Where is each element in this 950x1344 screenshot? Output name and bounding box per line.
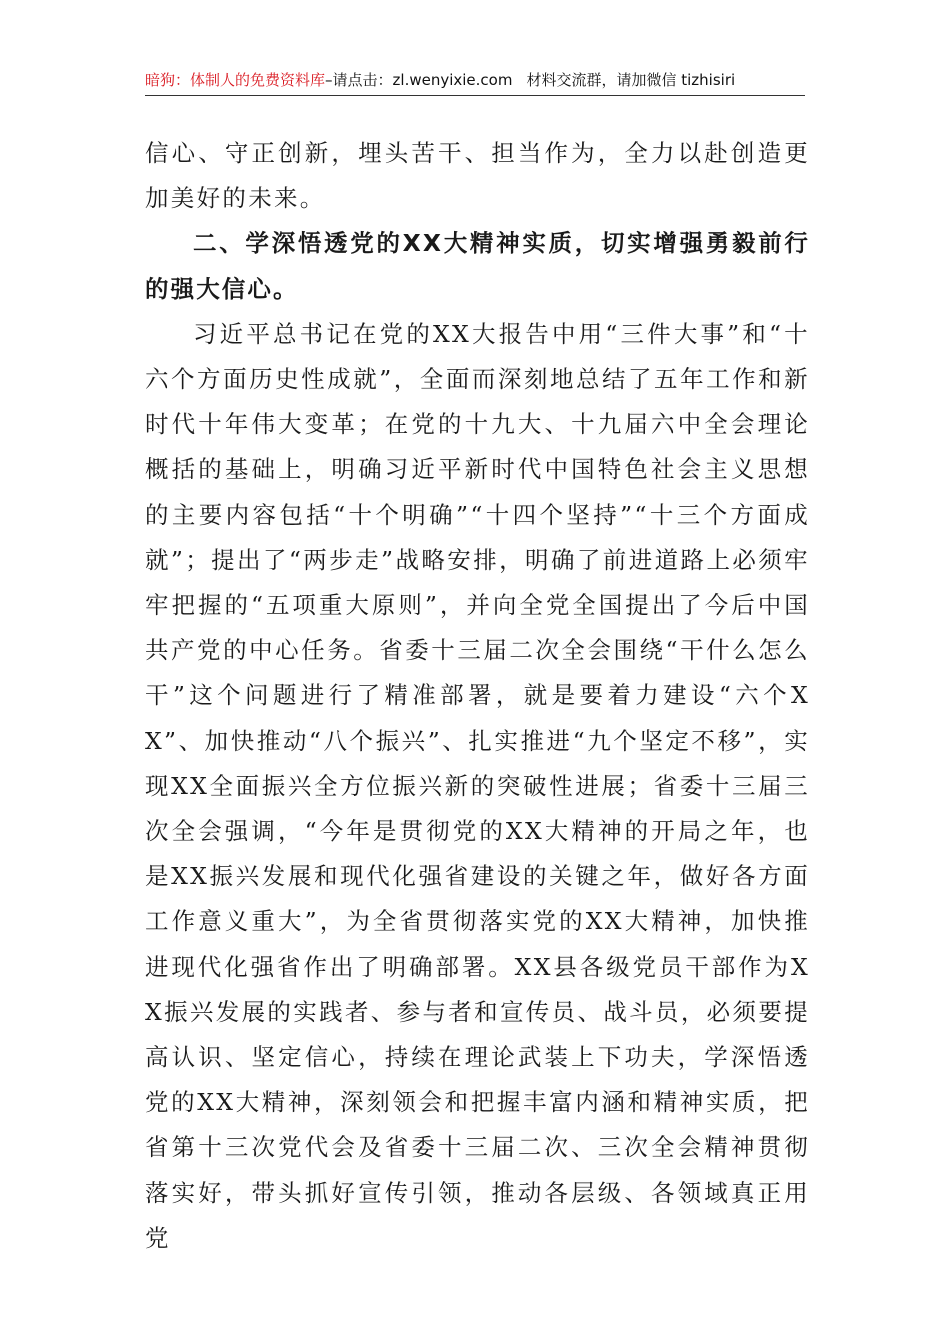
- page-header: [145, 66, 805, 94]
- document-body: [145, 131, 810, 1261]
- header-group-text: 材料交流群，请加微信 tizhisiri: [526, 71, 736, 89]
- header-source-label: 暗狗：体制人的免费资料库: [145, 71, 326, 89]
- body-paragraph: 习近平总书记在党的XX大报告中用“三件大事”和“十六个方面历史性成就”，全面而深刻地总结了五年工作和新时代十年伟大变革；在党的十九大、十九届六中全会理论概括的基础上，明确习近平新时代中国特色社会主义思想的主要内容包括“十个明确”“十四个坚持”“十三个方面成就”；提出了“两步走”战略安排，明确了前进道路上必须牢牢把握的“五项重大原则”，并向全党全国提出了今后中国共产党的中心任务。省委十三届二次全会围绕“干什么怎么干”这个问题进行了精准部署，就是要着力建设“六个XX”、加快推动“八个振兴”、扎实推进“九个坚定不移”，实现XX全面振兴全方位振兴新的突破性进展；省委十三届三次全会强调，“今年是贯彻党的XX大精神的开局之年，也是XX振兴发展和现代化强省建设的关键之年，做好各方面工作意义重大”，为全省贯彻落实党的XX大精神，加快推进现代化强省作出了明确部署。XX县各级党员干部作为XX振兴发展的实践者、参与者和宣传员、战斗员，必须要提高认识、坚定信心，持续在理论武装上下功夫，学深悟透党的XX大精神，深刻领会和把握丰富内涵和精神实质，把省第十三次党代会及省委十三届二次、三次全会精神贯彻落实好，带头抓好宣传引领，推动各层级、各领域真正用党: [145, 319, 810, 1252]
- header-url-link[interactable]: zl.wenyixie.com: [392, 71, 513, 89]
- header-click-prompt: –请点击：: [325, 71, 393, 89]
- continuation-paragraph: 信心、守正创新，埋头苦干、担当作为，全力以赴创造更加美好的未来。: [145, 139, 810, 213]
- header-divider: [145, 95, 805, 96]
- section-heading: 二、学深悟透党的XX大精神实质，切实增强勇毅前行的强大信心。: [145, 229, 810, 303]
